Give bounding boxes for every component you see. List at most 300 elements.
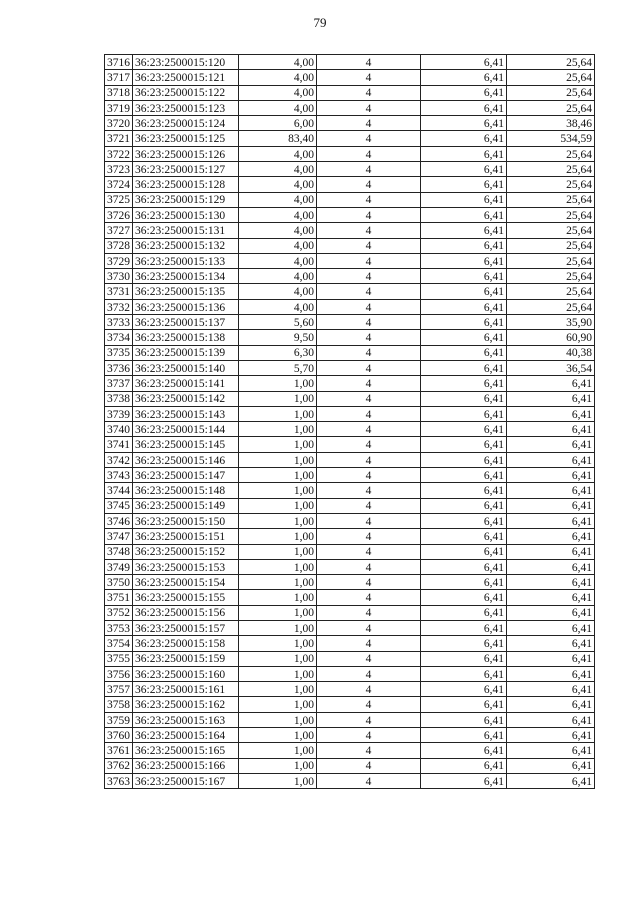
row-number-cell: 3747 bbox=[105, 529, 133, 544]
sum-value-cell: 6,41 bbox=[507, 636, 595, 651]
cadastral-number-cell: 36:23:2500015:158 bbox=[133, 636, 239, 651]
cadastral-number-cell: 36:23:2500015:160 bbox=[133, 666, 239, 681]
sum-value-cell: 6,41 bbox=[507, 712, 595, 727]
area-value-cell: 1,00 bbox=[239, 422, 317, 437]
rate-value-cell: 6,41 bbox=[421, 513, 507, 528]
sum-value-cell: 6,41 bbox=[507, 452, 595, 467]
area-value-cell: 1,00 bbox=[239, 590, 317, 605]
class-value-cell: 4 bbox=[317, 590, 421, 605]
class-value-cell: 4 bbox=[317, 452, 421, 467]
row-number-cell: 3759 bbox=[105, 712, 133, 727]
sum-value-cell: 25,64 bbox=[507, 253, 595, 268]
area-value-cell: 6,00 bbox=[239, 116, 317, 131]
area-value-cell: 4,00 bbox=[239, 299, 317, 314]
rate-value-cell: 6,41 bbox=[421, 483, 507, 498]
cadastral-number-cell: 36:23:2500015:164 bbox=[133, 728, 239, 743]
cadastral-number-cell: 36:23:2500015:144 bbox=[133, 422, 239, 437]
table-row bbox=[105, 376, 595, 391]
area-value-cell: 4,00 bbox=[239, 223, 317, 238]
table-row bbox=[105, 406, 595, 421]
cadastral-number-cell: 36:23:2500015:155 bbox=[133, 590, 239, 605]
class-value-cell: 4 bbox=[317, 85, 421, 100]
area-value-cell: 4,00 bbox=[239, 177, 317, 192]
rate-value-cell: 6,41 bbox=[421, 666, 507, 681]
table-row bbox=[105, 728, 595, 743]
area-value-cell: 1,00 bbox=[239, 483, 317, 498]
cadastral-number-cell: 36:23:2500015:131 bbox=[133, 223, 239, 238]
table-row bbox=[105, 682, 595, 697]
rate-value-cell: 6,41 bbox=[421, 559, 507, 574]
table-row bbox=[105, 116, 595, 131]
row-number-cell: 3745 bbox=[105, 498, 133, 513]
cadastral-number-cell: 36:23:2500015:167 bbox=[133, 773, 239, 788]
table-row bbox=[105, 498, 595, 513]
row-number-cell: 3751 bbox=[105, 590, 133, 605]
rate-value-cell: 6,41 bbox=[421, 391, 507, 406]
sum-value-cell: 25,64 bbox=[507, 55, 595, 70]
table-row bbox=[105, 513, 595, 528]
table-row bbox=[105, 284, 595, 299]
class-value-cell: 4 bbox=[317, 284, 421, 299]
cadastral-number-cell: 36:23:2500015:142 bbox=[133, 391, 239, 406]
row-number-cell: 3735 bbox=[105, 345, 133, 360]
class-value-cell: 4 bbox=[317, 468, 421, 483]
class-value-cell: 4 bbox=[317, 544, 421, 559]
sum-value-cell: 25,64 bbox=[507, 177, 595, 192]
row-number-cell: 3727 bbox=[105, 223, 133, 238]
class-value-cell: 4 bbox=[317, 697, 421, 712]
row-number-cell: 3734 bbox=[105, 330, 133, 345]
row-number-cell: 3718 bbox=[105, 85, 133, 100]
class-value-cell: 4 bbox=[317, 269, 421, 284]
row-number-cell: 3737 bbox=[105, 376, 133, 391]
cadastral-number-cell: 36:23:2500015:149 bbox=[133, 498, 239, 513]
area-value-cell: 1,00 bbox=[239, 575, 317, 590]
table-row bbox=[105, 651, 595, 666]
cadastral-number-cell: 36:23:2500015:163 bbox=[133, 712, 239, 727]
table-row bbox=[105, 55, 595, 70]
class-value-cell: 4 bbox=[317, 207, 421, 222]
area-value-cell: 1,00 bbox=[239, 544, 317, 559]
row-number-cell: 3732 bbox=[105, 299, 133, 314]
cadastral-number-cell: 36:23:2500015:151 bbox=[133, 529, 239, 544]
cadastral-number-cell: 36:23:2500015:147 bbox=[133, 468, 239, 483]
area-value-cell: 4,00 bbox=[239, 85, 317, 100]
sum-value-cell: 40,38 bbox=[507, 345, 595, 360]
table-row bbox=[105, 345, 595, 360]
table-row bbox=[105, 85, 595, 100]
cadastral-number-cell: 36:23:2500015:138 bbox=[133, 330, 239, 345]
rate-value-cell: 6,41 bbox=[421, 758, 507, 773]
cadastral-number-cell: 36:23:2500015:127 bbox=[133, 162, 239, 177]
table-row bbox=[105, 559, 595, 574]
row-number-cell: 3728 bbox=[105, 238, 133, 253]
rate-value-cell: 6,41 bbox=[421, 422, 507, 437]
sum-value-cell: 6,41 bbox=[507, 406, 595, 421]
rate-value-cell: 6,41 bbox=[421, 238, 507, 253]
cadastral-number-cell: 36:23:2500015:157 bbox=[133, 620, 239, 635]
cadastral-number-cell: 36:23:2500015:141 bbox=[133, 376, 239, 391]
table-row bbox=[105, 590, 595, 605]
area-value-cell: 6,30 bbox=[239, 345, 317, 360]
cadastral-number-cell: 36:23:2500015:165 bbox=[133, 743, 239, 758]
class-value-cell: 4 bbox=[317, 513, 421, 528]
row-number-cell: 3760 bbox=[105, 728, 133, 743]
sum-value-cell: 6,41 bbox=[507, 590, 595, 605]
area-value-cell: 4,00 bbox=[239, 70, 317, 85]
class-value-cell: 4 bbox=[317, 743, 421, 758]
area-value-cell: 4,00 bbox=[239, 269, 317, 284]
rate-value-cell: 6,41 bbox=[421, 406, 507, 421]
row-number-cell: 3725 bbox=[105, 192, 133, 207]
rate-value-cell: 6,41 bbox=[421, 345, 507, 360]
rate-value-cell: 6,41 bbox=[421, 743, 507, 758]
cadastral-number-cell: 36:23:2500015:126 bbox=[133, 146, 239, 161]
rate-value-cell: 6,41 bbox=[421, 116, 507, 131]
rate-value-cell: 6,41 bbox=[421, 55, 507, 70]
area-value-cell: 4,00 bbox=[239, 146, 317, 161]
row-number-cell: 3720 bbox=[105, 116, 133, 131]
rate-value-cell: 6,41 bbox=[421, 452, 507, 467]
row-number-cell: 3739 bbox=[105, 406, 133, 421]
cadastral-number-cell: 36:23:2500015:140 bbox=[133, 360, 239, 375]
cadastral-number-cell: 36:23:2500015:152 bbox=[133, 544, 239, 559]
cadastral-number-cell: 36:23:2500015:120 bbox=[133, 55, 239, 70]
sum-value-cell: 6,41 bbox=[507, 483, 595, 498]
sum-value-cell: 6,41 bbox=[507, 605, 595, 620]
class-value-cell: 4 bbox=[317, 437, 421, 452]
table-row bbox=[105, 758, 595, 773]
row-number-cell: 3722 bbox=[105, 146, 133, 161]
row-number-cell: 3740 bbox=[105, 422, 133, 437]
class-value-cell: 4 bbox=[317, 116, 421, 131]
area-value-cell: 4,00 bbox=[239, 55, 317, 70]
cadastral-number-cell: 36:23:2500015:132 bbox=[133, 238, 239, 253]
area-value-cell: 1,00 bbox=[239, 498, 317, 513]
row-number-cell: 3761 bbox=[105, 743, 133, 758]
rate-value-cell: 6,41 bbox=[421, 85, 507, 100]
rate-value-cell: 6,41 bbox=[421, 330, 507, 345]
sum-value-cell: 25,64 bbox=[507, 299, 595, 314]
row-number-cell: 3731 bbox=[105, 284, 133, 299]
table-row bbox=[105, 773, 595, 788]
area-value-cell: 9,50 bbox=[239, 330, 317, 345]
area-value-cell: 1,00 bbox=[239, 666, 317, 681]
sum-value-cell: 6,41 bbox=[507, 513, 595, 528]
registry-table-body bbox=[105, 55, 595, 789]
row-number-cell: 3744 bbox=[105, 483, 133, 498]
class-value-cell: 4 bbox=[317, 620, 421, 635]
table-row bbox=[105, 712, 595, 727]
row-number-cell: 3716 bbox=[105, 55, 133, 70]
registry-table bbox=[104, 54, 595, 789]
class-value-cell: 4 bbox=[317, 345, 421, 360]
class-value-cell: 4 bbox=[317, 406, 421, 421]
table-row bbox=[105, 575, 595, 590]
row-number-cell: 3749 bbox=[105, 559, 133, 574]
table-row bbox=[105, 620, 595, 635]
rate-value-cell: 6,41 bbox=[421, 162, 507, 177]
area-value-cell: 1,00 bbox=[239, 468, 317, 483]
cadastral-number-cell: 36:23:2500015:136 bbox=[133, 299, 239, 314]
class-value-cell: 4 bbox=[317, 100, 421, 115]
cadastral-number-cell: 36:23:2500015:148 bbox=[133, 483, 239, 498]
rate-value-cell: 6,41 bbox=[421, 498, 507, 513]
class-value-cell: 4 bbox=[317, 192, 421, 207]
table-row bbox=[105, 422, 595, 437]
row-number-cell: 3763 bbox=[105, 773, 133, 788]
sum-value-cell: 25,64 bbox=[507, 284, 595, 299]
row-number-cell: 3738 bbox=[105, 391, 133, 406]
row-number-cell: 3750 bbox=[105, 575, 133, 590]
area-value-cell: 83,40 bbox=[239, 131, 317, 146]
sum-value-cell: 25,64 bbox=[507, 70, 595, 85]
area-value-cell: 1,00 bbox=[239, 728, 317, 743]
rate-value-cell: 6,41 bbox=[421, 315, 507, 330]
table-row bbox=[105, 192, 595, 207]
cadastral-number-cell: 36:23:2500015:125 bbox=[133, 131, 239, 146]
area-value-cell: 1,00 bbox=[239, 651, 317, 666]
area-value-cell: 1,00 bbox=[239, 773, 317, 788]
rate-value-cell: 6,41 bbox=[421, 269, 507, 284]
table-row bbox=[105, 529, 595, 544]
sum-value-cell: 6,41 bbox=[507, 468, 595, 483]
class-value-cell: 4 bbox=[317, 498, 421, 513]
row-number-cell: 3755 bbox=[105, 651, 133, 666]
table-row bbox=[105, 269, 595, 284]
class-value-cell: 4 bbox=[317, 575, 421, 590]
class-value-cell: 4 bbox=[317, 728, 421, 743]
row-number-cell: 3757 bbox=[105, 682, 133, 697]
rate-value-cell: 6,41 bbox=[421, 682, 507, 697]
row-number-cell: 3746 bbox=[105, 513, 133, 528]
area-value-cell: 1,00 bbox=[239, 743, 317, 758]
class-value-cell: 4 bbox=[317, 483, 421, 498]
cadastral-number-cell: 36:23:2500015:130 bbox=[133, 207, 239, 222]
table-row bbox=[105, 253, 595, 268]
sum-value-cell: 25,64 bbox=[507, 223, 595, 238]
rate-value-cell: 6,41 bbox=[421, 697, 507, 712]
row-number-cell: 3721 bbox=[105, 131, 133, 146]
table-row bbox=[105, 146, 595, 161]
row-number-cell: 3762 bbox=[105, 758, 133, 773]
cadastral-number-cell: 36:23:2500015:129 bbox=[133, 192, 239, 207]
area-value-cell: 1,00 bbox=[239, 452, 317, 467]
sum-value-cell: 6,41 bbox=[507, 743, 595, 758]
class-value-cell: 4 bbox=[317, 636, 421, 651]
class-value-cell: 4 bbox=[317, 253, 421, 268]
area-value-cell: 5,60 bbox=[239, 315, 317, 330]
table-row bbox=[105, 70, 595, 85]
row-number-cell: 3756 bbox=[105, 666, 133, 681]
table-row bbox=[105, 223, 595, 238]
page-number: 79 bbox=[313, 15, 327, 30]
sum-value-cell: 534,59 bbox=[507, 131, 595, 146]
row-number-cell: 3741 bbox=[105, 437, 133, 452]
sum-value-cell: 25,64 bbox=[507, 238, 595, 253]
table-row bbox=[105, 437, 595, 452]
table-row bbox=[105, 743, 595, 758]
rate-value-cell: 6,41 bbox=[421, 728, 507, 743]
table-row bbox=[105, 360, 595, 375]
area-value-cell: 1,00 bbox=[239, 636, 317, 651]
sum-value-cell: 6,41 bbox=[507, 498, 595, 513]
sum-value-cell: 6,41 bbox=[507, 728, 595, 743]
area-value-cell: 1,00 bbox=[239, 559, 317, 574]
cadastral-number-cell: 36:23:2500015:135 bbox=[133, 284, 239, 299]
area-value-cell: 1,00 bbox=[239, 406, 317, 421]
class-value-cell: 4 bbox=[317, 376, 421, 391]
rate-value-cell: 6,41 bbox=[421, 651, 507, 666]
area-value-cell: 4,00 bbox=[239, 100, 317, 115]
rate-value-cell: 6,41 bbox=[421, 590, 507, 605]
rate-value-cell: 6,41 bbox=[421, 712, 507, 727]
area-value-cell: 4,00 bbox=[239, 207, 317, 222]
area-value-cell: 1,00 bbox=[239, 513, 317, 528]
table-row bbox=[105, 452, 595, 467]
row-number-cell: 3726 bbox=[105, 207, 133, 222]
row-number-cell: 3724 bbox=[105, 177, 133, 192]
cadastral-number-cell: 36:23:2500015:146 bbox=[133, 452, 239, 467]
area-value-cell: 1,00 bbox=[239, 758, 317, 773]
cadastral-number-cell: 36:23:2500015:162 bbox=[133, 697, 239, 712]
area-value-cell: 4,00 bbox=[239, 192, 317, 207]
sum-value-cell: 35,90 bbox=[507, 315, 595, 330]
sum-value-cell: 60,90 bbox=[507, 330, 595, 345]
class-value-cell: 4 bbox=[317, 682, 421, 697]
sum-value-cell: 6,41 bbox=[507, 697, 595, 712]
rate-value-cell: 6,41 bbox=[421, 131, 507, 146]
sum-value-cell: 6,41 bbox=[507, 620, 595, 635]
table-row bbox=[105, 544, 595, 559]
rate-value-cell: 6,41 bbox=[421, 468, 507, 483]
table-row bbox=[105, 468, 595, 483]
rate-value-cell: 6,41 bbox=[421, 544, 507, 559]
rate-value-cell: 6,41 bbox=[421, 773, 507, 788]
class-value-cell: 4 bbox=[317, 177, 421, 192]
area-value-cell: 1,00 bbox=[239, 376, 317, 391]
class-value-cell: 4 bbox=[317, 146, 421, 161]
sum-value-cell: 25,64 bbox=[507, 192, 595, 207]
table-row bbox=[105, 238, 595, 253]
class-value-cell: 4 bbox=[317, 605, 421, 620]
class-value-cell: 4 bbox=[317, 162, 421, 177]
cadastral-number-cell: 36:23:2500015:124 bbox=[133, 116, 239, 131]
sum-value-cell: 6,41 bbox=[507, 559, 595, 574]
cadastral-number-cell: 36:23:2500015:128 bbox=[133, 177, 239, 192]
table-row bbox=[105, 636, 595, 651]
sum-value-cell: 6,41 bbox=[507, 376, 595, 391]
area-value-cell: 5,70 bbox=[239, 360, 317, 375]
table-row bbox=[105, 330, 595, 345]
sum-value-cell: 6,41 bbox=[507, 437, 595, 452]
area-value-cell: 1,00 bbox=[239, 437, 317, 452]
cadastral-number-cell: 36:23:2500015:123 bbox=[133, 100, 239, 115]
cadastral-number-cell: 36:23:2500015:154 bbox=[133, 575, 239, 590]
cadastral-number-cell: 36:23:2500015:153 bbox=[133, 559, 239, 574]
sum-value-cell: 6,41 bbox=[507, 682, 595, 697]
rate-value-cell: 6,41 bbox=[421, 360, 507, 375]
cadastral-number-cell: 36:23:2500015:133 bbox=[133, 253, 239, 268]
cadastral-number-cell: 36:23:2500015:137 bbox=[133, 315, 239, 330]
cadastral-number-cell: 36:23:2500015:121 bbox=[133, 70, 239, 85]
row-number-cell: 3754 bbox=[105, 636, 133, 651]
class-value-cell: 4 bbox=[317, 299, 421, 314]
sum-value-cell: 6,41 bbox=[507, 422, 595, 437]
row-number-cell: 3717 bbox=[105, 70, 133, 85]
sum-value-cell: 6,41 bbox=[507, 575, 595, 590]
class-value-cell: 4 bbox=[317, 55, 421, 70]
row-number-cell: 3752 bbox=[105, 605, 133, 620]
row-number-cell: 3733 bbox=[105, 315, 133, 330]
table-row bbox=[105, 483, 595, 498]
table-row bbox=[105, 697, 595, 712]
row-number-cell: 3758 bbox=[105, 697, 133, 712]
class-value-cell: 4 bbox=[317, 315, 421, 330]
rate-value-cell: 6,41 bbox=[421, 207, 507, 222]
cadastral-number-cell: 36:23:2500015:159 bbox=[133, 651, 239, 666]
sum-value-cell: 6,41 bbox=[507, 758, 595, 773]
row-number-cell: 3730 bbox=[105, 269, 133, 284]
sum-value-cell: 25,64 bbox=[507, 85, 595, 100]
class-value-cell: 4 bbox=[317, 70, 421, 85]
row-number-cell: 3748 bbox=[105, 544, 133, 559]
class-value-cell: 4 bbox=[317, 529, 421, 544]
rate-value-cell: 6,41 bbox=[421, 636, 507, 651]
sum-value-cell: 6,41 bbox=[507, 529, 595, 544]
class-value-cell: 4 bbox=[317, 238, 421, 253]
class-value-cell: 4 bbox=[317, 131, 421, 146]
table-row bbox=[105, 391, 595, 406]
table-row bbox=[105, 177, 595, 192]
area-value-cell: 4,00 bbox=[239, 284, 317, 299]
sum-value-cell: 38,46 bbox=[507, 116, 595, 131]
row-number-cell: 3742 bbox=[105, 452, 133, 467]
rate-value-cell: 6,41 bbox=[421, 529, 507, 544]
sum-value-cell: 25,64 bbox=[507, 100, 595, 115]
area-value-cell: 4,00 bbox=[239, 162, 317, 177]
table-row bbox=[105, 666, 595, 681]
row-number-cell: 3753 bbox=[105, 620, 133, 635]
rate-value-cell: 6,41 bbox=[421, 146, 507, 161]
cadastral-number-cell: 36:23:2500015:150 bbox=[133, 513, 239, 528]
cadastral-number-cell: 36:23:2500015:161 bbox=[133, 682, 239, 697]
rate-value-cell: 6,41 bbox=[421, 223, 507, 238]
class-value-cell: 4 bbox=[317, 559, 421, 574]
rate-value-cell: 6,41 bbox=[421, 192, 507, 207]
class-value-cell: 4 bbox=[317, 422, 421, 437]
sum-value-cell: 6,41 bbox=[507, 773, 595, 788]
class-value-cell: 4 bbox=[317, 651, 421, 666]
rate-value-cell: 6,41 bbox=[421, 70, 507, 85]
cadastral-number-cell: 36:23:2500015:134 bbox=[133, 269, 239, 284]
rate-value-cell: 6,41 bbox=[421, 376, 507, 391]
class-value-cell: 4 bbox=[317, 391, 421, 406]
class-value-cell: 4 bbox=[317, 773, 421, 788]
rate-value-cell: 6,41 bbox=[421, 575, 507, 590]
cadastral-number-cell: 36:23:2500015:145 bbox=[133, 437, 239, 452]
class-value-cell: 4 bbox=[317, 666, 421, 681]
sum-value-cell: 36,54 bbox=[507, 360, 595, 375]
sum-value-cell: 25,64 bbox=[507, 162, 595, 177]
area-value-cell: 1,00 bbox=[239, 529, 317, 544]
area-value-cell: 1,00 bbox=[239, 697, 317, 712]
cadastral-number-cell: 36:23:2500015:143 bbox=[133, 406, 239, 421]
cadastral-number-cell: 36:23:2500015:122 bbox=[133, 85, 239, 100]
rate-value-cell: 6,41 bbox=[421, 437, 507, 452]
sum-value-cell: 6,41 bbox=[507, 666, 595, 681]
rate-value-cell: 6,41 bbox=[421, 299, 507, 314]
